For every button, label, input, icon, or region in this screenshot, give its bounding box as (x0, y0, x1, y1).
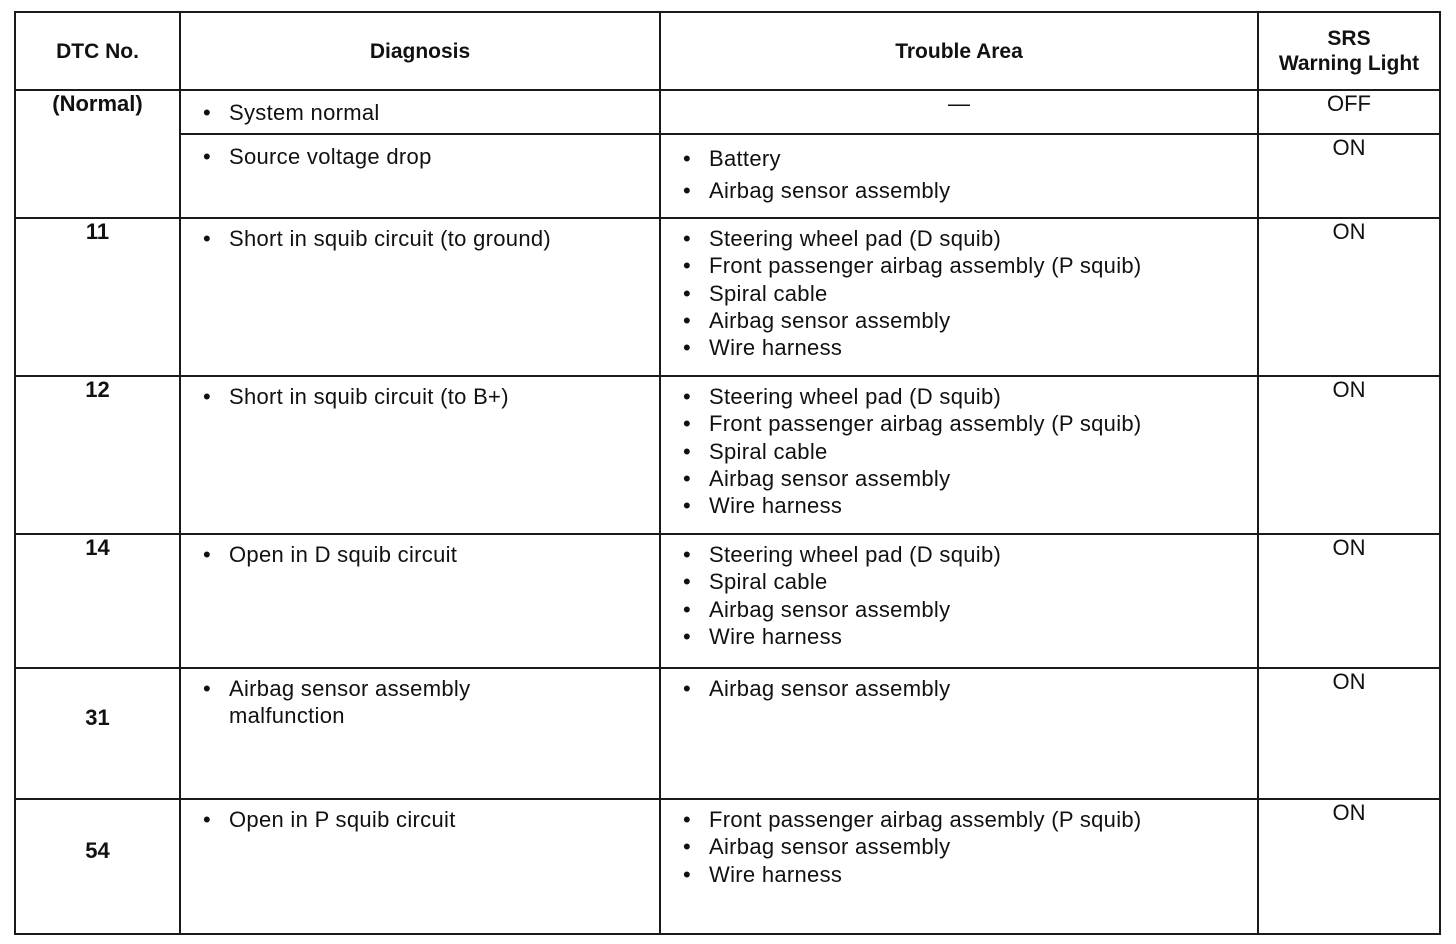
trouble-area-list (661, 377, 1257, 519)
table-header-row (15, 12, 1440, 90)
trouble-area-cell (660, 668, 1258, 799)
list-item: • Front passenger airbag assembly (P squib) (683, 806, 1249, 833)
diagnosis-list (181, 800, 659, 833)
trouble-area-cell (660, 376, 1258, 534)
diagnosis-line: • Airbag sensor assembly (229, 676, 471, 701)
trouble-area-list (661, 669, 1257, 702)
dtc-table (14, 11, 1441, 935)
diagnosis-list (181, 219, 659, 252)
dtc-number: 54 (15, 799, 180, 934)
list-item: • Open in D squib circuit (203, 541, 651, 568)
table-row (15, 218, 1440, 376)
list-item: • Airbag sensor assembly (683, 307, 1249, 334)
list-item: • Steering wheel pad (D squib) (683, 225, 1249, 252)
diagnosis-cell (180, 534, 660, 668)
warning-light-status: ON (1258, 376, 1440, 534)
diagnosis-cell (180, 90, 660, 134)
list-item: • Open in P squib circuit (203, 806, 651, 833)
list-item: • Wire harness (683, 334, 1249, 361)
warning-light-status: ON (1258, 218, 1440, 376)
table-row (15, 90, 1440, 134)
warning-light-status: ON (1258, 799, 1440, 934)
dtc-number: (Normal) (15, 90, 180, 218)
diagnosis-list (181, 535, 659, 568)
trouble-area-cell (660, 134, 1258, 218)
header-trouble-area: Trouble Area (660, 12, 1258, 90)
diagnosis-cell (180, 218, 660, 376)
list-item: • Short in squib circuit (to B+) (203, 383, 651, 410)
header-srs-line2: Warning Light (1278, 52, 1420, 75)
table-row (15, 134, 1440, 218)
list-item: • Spiral cable (683, 438, 1249, 465)
list-item: • Steering wheel pad (D squib) (683, 383, 1249, 410)
table-row (15, 668, 1440, 799)
trouble-area-dash: — (660, 90, 1258, 134)
diagnosis-line: malfunction (229, 703, 345, 729)
list-item: • Wire harness (683, 492, 1249, 519)
diagnosis-cell (180, 376, 660, 534)
list-item: • Airbag sensor assembly (683, 833, 1249, 860)
list-item: • System normal (203, 99, 651, 126)
dtc-number: 31 (15, 668, 180, 799)
list-item: • Wire harness (683, 861, 1249, 888)
diagnosis-list (181, 135, 659, 170)
table-row (15, 534, 1440, 668)
diagnosis-list (181, 377, 659, 410)
list-item: • Spiral cable (683, 280, 1249, 307)
list-item: • Airbag sensor assembly (683, 465, 1249, 492)
diagnosis-cell (180, 799, 660, 934)
list-item (203, 675, 651, 730)
dtc-number: 11 (15, 218, 180, 376)
list-item: • Short in squib circuit (to ground) (203, 225, 651, 252)
trouble-area-list (661, 800, 1257, 888)
header-srs-line1: SRS (1327, 27, 1371, 50)
list-item: • Spiral cable (683, 568, 1249, 595)
warning-light-status: ON (1258, 668, 1440, 799)
table-row (15, 799, 1440, 934)
list-item: • Source voltage drop (203, 143, 651, 170)
trouble-area-cell (660, 218, 1258, 376)
header-srs-warning-light (1258, 12, 1440, 90)
list-item: • Airbag sensor assembly (683, 175, 1249, 207)
warning-light-status: OFF (1258, 90, 1440, 134)
list-item: • Wire harness (683, 623, 1249, 650)
list-item: • Steering wheel pad (D squib) (683, 541, 1249, 568)
diagnosis-list (181, 91, 659, 126)
trouble-area-list (661, 219, 1257, 361)
table-row (15, 376, 1440, 534)
diagnosis-cell (180, 134, 660, 218)
list-item: • Airbag sensor assembly (683, 675, 1249, 702)
warning-light-status: ON (1258, 534, 1440, 668)
header-diagnosis: Diagnosis (180, 12, 660, 90)
dtc-number: 14 (15, 534, 180, 668)
list-item: • Front passenger airbag assembly (P squib) (683, 410, 1249, 437)
list-item: • Front passenger airbag assembly (P squib) (683, 252, 1249, 279)
list-item: • Battery (683, 143, 1249, 175)
dtc-number: 12 (15, 376, 180, 534)
trouble-area-cell (660, 799, 1258, 934)
warning-light-status: ON (1258, 134, 1440, 218)
diagnosis-cell (180, 668, 660, 799)
trouble-area-list (661, 135, 1257, 207)
diagnosis-list (181, 669, 659, 730)
list-item: • Airbag sensor assembly (683, 596, 1249, 623)
header-dtc-no: DTC No. (15, 12, 180, 90)
trouble-area-list (661, 535, 1257, 650)
trouble-area-cell (660, 534, 1258, 668)
